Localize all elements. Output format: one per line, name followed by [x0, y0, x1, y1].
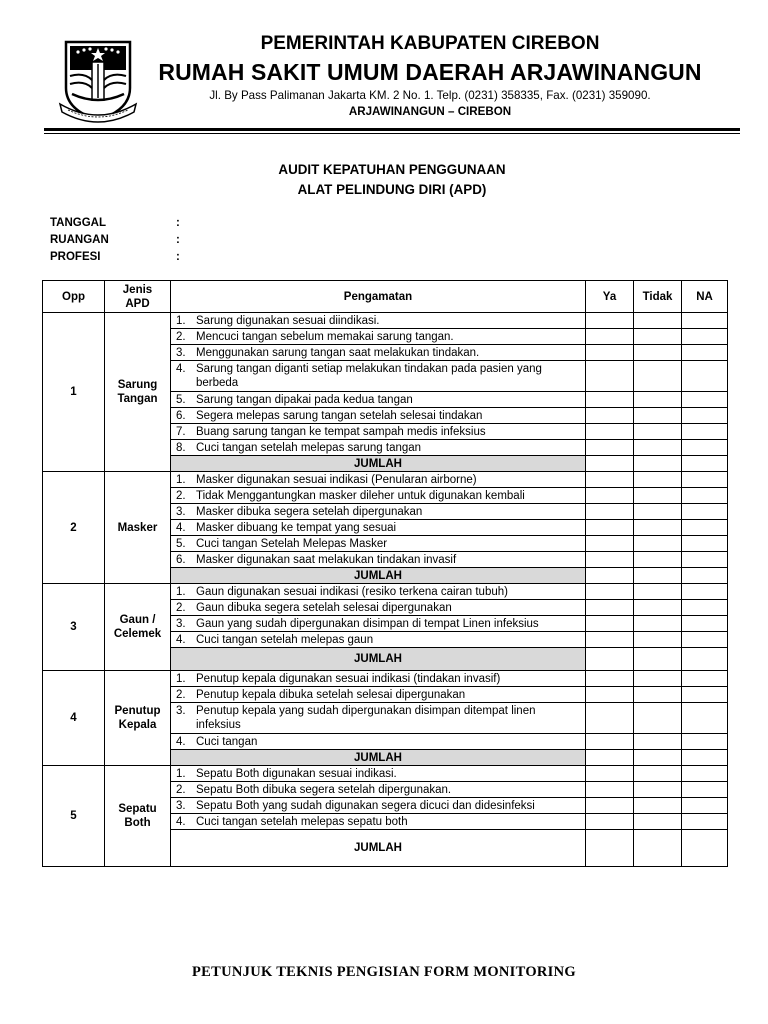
- check-cell-ya[interactable]: [586, 671, 634, 687]
- check-cell-ya[interactable]: [586, 345, 634, 361]
- check-cell-tidak[interactable]: [634, 766, 682, 782]
- check-cell-na[interactable]: [682, 798, 728, 814]
- check-cell-tidak[interactable]: [634, 408, 682, 424]
- observation-text: Penutup kepala dibuka setelah selesai dipergunakan: [196, 688, 466, 701]
- header-tidak: Tidak: [634, 281, 682, 313]
- check-cell-ya[interactable]: [586, 488, 634, 504]
- check-cell-na[interactable]: [682, 313, 728, 329]
- header-ya: Ya: [586, 281, 634, 313]
- observation-text: Cuci tangan setelah melepas gaun: [196, 633, 374, 646]
- check-cell-na[interactable]: [682, 616, 728, 632]
- opp-number: 4: [43, 671, 105, 766]
- government-name: PEMERINTAH KABUPATEN CIREBON: [260, 33, 600, 54]
- observation-number: 5.: [176, 393, 186, 406]
- jumlah-label: JUMLAH: [171, 750, 586, 766]
- check-cell-tidak[interactable]: [634, 734, 682, 750]
- observation-item: [171, 584, 586, 600]
- check-cell-ya[interactable]: [586, 552, 634, 568]
- observation-text: Sarung tangan diganti setiap melakukan tindakan pada pasien yang berbeda: [196, 363, 542, 389]
- observation-number: 7.: [176, 425, 186, 438]
- observation-text: Cuci tangan setelah melepas sepatu both: [196, 815, 408, 828]
- check-cell-na[interactable]: [682, 392, 728, 408]
- observation-item: [171, 392, 586, 408]
- observation-text: Masker digunakan sesuai indikasi (Penularan airborne): [196, 473, 477, 486]
- apd-type: Penutup Kepala: [105, 671, 171, 766]
- check-cell-tidak[interactable]: [634, 671, 682, 687]
- observation-item: [171, 329, 586, 345]
- check-cell-na[interactable]: [682, 703, 728, 734]
- jumlah-cell-tidak[interactable]: [634, 830, 682, 867]
- check-cell-ya[interactable]: [586, 584, 634, 600]
- observation-text: Sepatu Both yang sudah digunakan segera dicuci dan didesinfeksi: [196, 799, 535, 812]
- check-cell-ya[interactable]: [586, 814, 634, 830]
- check-cell-na[interactable]: [682, 814, 728, 830]
- jumlah-cell-tidak[interactable]: [634, 568, 682, 584]
- check-cell-tidak[interactable]: [634, 584, 682, 600]
- opp-number: 5: [43, 766, 105, 867]
- check-cell-ya[interactable]: [586, 408, 634, 424]
- jumlah-label: JUMLAH: [171, 456, 586, 472]
- check-cell-tidak[interactable]: [634, 329, 682, 345]
- letterhead-divider-thick: [44, 128, 740, 131]
- field-tanggal[interactable]: [50, 217, 180, 229]
- observation-item: [171, 600, 586, 616]
- check-cell-tidak[interactable]: [634, 313, 682, 329]
- observation-text: Menggunakan sarung tangan saat melakukan tindakan.: [196, 346, 480, 359]
- check-cell-tidak[interactable]: [634, 814, 682, 830]
- observation-text: Buang sarung tangan ke tempat sampah medis infeksius: [196, 425, 486, 438]
- check-cell-tidak[interactable]: [634, 632, 682, 648]
- check-cell-tidak[interactable]: [634, 798, 682, 814]
- observation-number: 3.: [176, 617, 186, 630]
- table-header-row: [43, 281, 728, 313]
- check-cell-na[interactable]: [682, 536, 728, 552]
- observation-number: 3.: [176, 505, 186, 518]
- check-cell-tidak[interactable]: [634, 392, 682, 408]
- observation-item: [171, 424, 586, 440]
- check-cell-ya[interactable]: [586, 766, 634, 782]
- observation-item: [171, 687, 586, 703]
- field-profesi[interactable]: [50, 251, 180, 263]
- observation-text: Sarung tangan dipakai pada kedua tangan: [196, 393, 413, 406]
- observation-text: Sepatu Both digunakan sesuai indikasi.: [196, 767, 397, 780]
- check-cell-na[interactable]: [682, 361, 728, 392]
- check-cell-ya[interactable]: [586, 392, 634, 408]
- jumlah-cell-ya[interactable]: [586, 750, 634, 766]
- field-ruangan[interactable]: [50, 234, 180, 246]
- jumlah-label: JUMLAH: [171, 648, 586, 671]
- observation-text: Cuci tangan: [196, 735, 258, 748]
- check-cell-ya[interactable]: [586, 536, 634, 552]
- check-cell-ya[interactable]: [586, 600, 634, 616]
- check-cell-ya[interactable]: [586, 782, 634, 798]
- form-title-line1: AUDIT KEPATUHAN PENGGUNAAN: [278, 162, 506, 177]
- jumlah-cell-ya[interactable]: [586, 830, 634, 867]
- observation-item: [171, 408, 586, 424]
- observation-text: Penutup kepala digunakan sesuai indikasi (tindakan invasif): [196, 672, 501, 685]
- jumlah-cell-ya[interactable]: [586, 568, 634, 584]
- observation-item: [171, 488, 586, 504]
- check-cell-ya[interactable]: [586, 734, 634, 750]
- jumlah-cell-na[interactable]: [682, 648, 728, 671]
- apd-type: Masker: [105, 472, 171, 584]
- observation-text: Segera melepas sarung tangan setelah selesai tindakan: [196, 409, 483, 422]
- observation-text: Gaun digunakan sesuai indikasi (resiko terkena cairan tubuh): [196, 585, 508, 598]
- observation-number: 1.: [176, 314, 186, 327]
- observation-item: [171, 536, 586, 552]
- table-row: [43, 766, 728, 782]
- check-cell-na[interactable]: [682, 440, 728, 456]
- observation-item: [171, 520, 586, 536]
- observation-number: 4.: [176, 633, 186, 646]
- check-cell-ya[interactable]: [586, 520, 634, 536]
- table-row: [43, 584, 728, 600]
- check-cell-tidak[interactable]: [634, 600, 682, 616]
- check-cell-na[interactable]: [682, 408, 728, 424]
- check-cell-na[interactable]: [682, 488, 728, 504]
- observation-number: 3.: [176, 346, 186, 359]
- check-cell-ya[interactable]: [586, 632, 634, 648]
- check-cell-ya[interactable]: [586, 616, 634, 632]
- observation-text: Gaun yang sudah dipergunakan disimpan di tempat Linen infeksius: [196, 617, 539, 630]
- jumlah-cell-ya[interactable]: [586, 648, 634, 671]
- observation-text: Cuci tangan Setelah Melepas Masker: [196, 537, 388, 550]
- jumlah-cell-tidak[interactable]: [634, 648, 682, 671]
- check-cell-na[interactable]: [682, 584, 728, 600]
- check-cell-na[interactable]: [682, 632, 728, 648]
- observation-item: [171, 345, 586, 361]
- check-cell-ya[interactable]: [586, 440, 634, 456]
- observation-number: 4.: [176, 815, 186, 828]
- observation-item: [171, 734, 586, 750]
- check-cell-tidak[interactable]: [634, 488, 682, 504]
- observation-number: 3.: [176, 799, 186, 812]
- check-cell-tidak[interactable]: [634, 440, 682, 456]
- jumlah-cell-na[interactable]: [682, 830, 728, 867]
- jumlah-cell-na[interactable]: [682, 568, 728, 584]
- check-cell-na[interactable]: [682, 552, 728, 568]
- observation-number: 2.: [176, 489, 186, 502]
- field-tanggal-colon: :: [176, 217, 180, 229]
- observation-number: 2.: [176, 330, 186, 343]
- apd-type: Sarung Tangan: [105, 313, 171, 472]
- check-cell-tidak[interactable]: [634, 687, 682, 703]
- check-cell-tidak[interactable]: [634, 552, 682, 568]
- check-cell-na[interactable]: [682, 687, 728, 703]
- check-cell-ya[interactable]: [586, 313, 634, 329]
- table-row: [43, 671, 728, 687]
- observation-number: 2.: [176, 783, 186, 796]
- observation-item: [171, 703, 586, 734]
- check-cell-ya[interactable]: [586, 703, 634, 734]
- table-row: [43, 472, 728, 488]
- observation-number: 1.: [176, 672, 186, 685]
- check-cell-na[interactable]: [682, 734, 728, 750]
- header-pengamatan: Pengamatan: [171, 281, 586, 313]
- field-ruangan-colon: :: [176, 234, 180, 246]
- observation-text: Sepatu Both dibuka segera setelah dipergunakan.: [196, 783, 452, 796]
- observation-number: 1.: [176, 585, 186, 598]
- observation-number: 6.: [176, 409, 186, 422]
- observation-text: Gaun dibuka segera setelah selesai dipergunakan: [196, 601, 452, 614]
- opp-number: 2: [43, 472, 105, 584]
- header-jenis-apd: Jenis APD: [105, 281, 171, 313]
- jumlah-cell-ya[interactable]: [586, 456, 634, 472]
- observation-number: 4.: [176, 363, 186, 375]
- observation-item: [171, 440, 586, 456]
- observation-item: [171, 472, 586, 488]
- check-cell-ya[interactable]: [586, 472, 634, 488]
- observation-text: Masker dibuang ke tempat yang sesuai: [196, 521, 397, 534]
- check-cell-tidak[interactable]: [634, 782, 682, 798]
- observation-number: 6.: [176, 553, 186, 566]
- observation-item: [171, 313, 586, 329]
- check-cell-na[interactable]: [682, 600, 728, 616]
- observation-text: Cuci tangan setelah melepas sarung tangan: [196, 441, 422, 454]
- jumlah-label: JUMLAH: [171, 830, 586, 867]
- observation-number: 4.: [176, 521, 186, 534]
- check-cell-ya[interactable]: [586, 361, 634, 392]
- footer-heading: PETUNJUK TEKNIS PENGISIAN FORM MONITORING: [192, 964, 576, 980]
- observation-text: Tidak Menggantungkan masker dileher untuk digunakan kembali: [196, 489, 525, 502]
- check-cell-na[interactable]: [682, 671, 728, 687]
- regency-crest-icon: [58, 36, 138, 124]
- observation-item: [171, 671, 586, 687]
- check-cell-na[interactable]: [682, 766, 728, 782]
- observation-number: 1.: [176, 767, 186, 780]
- field-profesi-colon: :: [176, 251, 180, 263]
- header-opp: Opp: [43, 281, 105, 313]
- check-cell-tidak[interactable]: [634, 616, 682, 632]
- hospital-name: RUMAH SAKIT UMUM DAERAH ARJAWINANGUN: [158, 59, 702, 85]
- observation-item: [171, 798, 586, 814]
- table-row: [43, 313, 728, 329]
- check-cell-na[interactable]: [682, 520, 728, 536]
- field-ruangan-label: RUANGAN: [50, 234, 109, 246]
- apd-type: Sepatu Both: [105, 766, 171, 867]
- check-cell-ya[interactable]: [586, 687, 634, 703]
- check-cell-tidak[interactable]: [634, 703, 682, 734]
- check-cell-tidak[interactable]: [634, 424, 682, 440]
- observation-number: 2.: [176, 601, 186, 614]
- check-cell-tidak[interactable]: [634, 345, 682, 361]
- check-cell-tidak[interactable]: [634, 536, 682, 552]
- observation-item: [171, 814, 586, 830]
- letterhead-divider-thin: [44, 133, 740, 134]
- observation-text: Masker digunakan saat melakukan tindakan invasif: [196, 553, 457, 566]
- apd-audit-table: [42, 280, 728, 867]
- observation-number: 3.: [176, 705, 186, 717]
- check-cell-na[interactable]: [682, 424, 728, 440]
- observation-text: Sarung digunakan sesuai diindikasi.: [196, 314, 380, 327]
- hospital-address: Jl. By Pass Palimanan Jakarta KM. 2 No. 1. Telp. (0231) 358335, Fax. (0231) 359090.: [209, 89, 651, 102]
- check-cell-na[interactable]: [682, 329, 728, 345]
- check-cell-na[interactable]: [682, 345, 728, 361]
- observation-text: Penutup kepala yang sudah dipergunakan disimpan ditempat linen infeksius: [196, 705, 536, 731]
- field-tanggal-label: TANGGAL: [50, 217, 107, 229]
- check-cell-na[interactable]: [682, 472, 728, 488]
- observation-item: [171, 552, 586, 568]
- observation-item: [171, 766, 586, 782]
- check-cell-ya[interactable]: [586, 329, 634, 345]
- check-cell-ya[interactable]: [586, 798, 634, 814]
- jumlah-label: JUMLAH: [171, 568, 586, 584]
- jumlah-cell-tidak[interactable]: [634, 750, 682, 766]
- check-cell-tidak[interactable]: [634, 504, 682, 520]
- check-cell-tidak[interactable]: [634, 361, 682, 392]
- jumlah-cell-tidak[interactable]: [634, 456, 682, 472]
- jumlah-cell-na[interactable]: [682, 750, 728, 766]
- check-cell-ya[interactable]: [586, 424, 634, 440]
- observation-item: [171, 504, 586, 520]
- observation-number: 4.: [176, 735, 186, 748]
- observation-item: [171, 632, 586, 648]
- field-profesi-label: PROFESI: [50, 251, 101, 263]
- check-cell-tidak[interactable]: [634, 520, 682, 536]
- check-cell-na[interactable]: [682, 504, 728, 520]
- check-cell-tidak[interactable]: [634, 472, 682, 488]
- observation-text: Masker dibuka segera setelah dipergunakan: [196, 505, 423, 518]
- observation-number: 8.: [176, 441, 186, 454]
- opp-number: 1: [43, 313, 105, 472]
- observation-number: 1.: [176, 473, 186, 486]
- header-na: NA: [682, 281, 728, 313]
- observation-number: 5.: [176, 537, 186, 550]
- form-title-line2: ALAT PELINDUNG DIRI (APD): [297, 182, 487, 197]
- observation-item: [171, 782, 586, 798]
- opp-number: 3: [43, 584, 105, 671]
- jumlah-cell-na[interactable]: [682, 456, 728, 472]
- observation-item: [171, 361, 586, 392]
- hospital-city: ARJAWINANGUN – CIREBON: [348, 105, 512, 118]
- apd-type: Gaun / Celemek: [105, 584, 171, 671]
- check-cell-na[interactable]: [682, 782, 728, 798]
- check-cell-ya[interactable]: [586, 504, 634, 520]
- observation-number: 2.: [176, 688, 186, 701]
- observation-item: [171, 616, 586, 632]
- observation-text: Mencuci tangan sebelum memakai sarung tangan.: [196, 330, 454, 343]
